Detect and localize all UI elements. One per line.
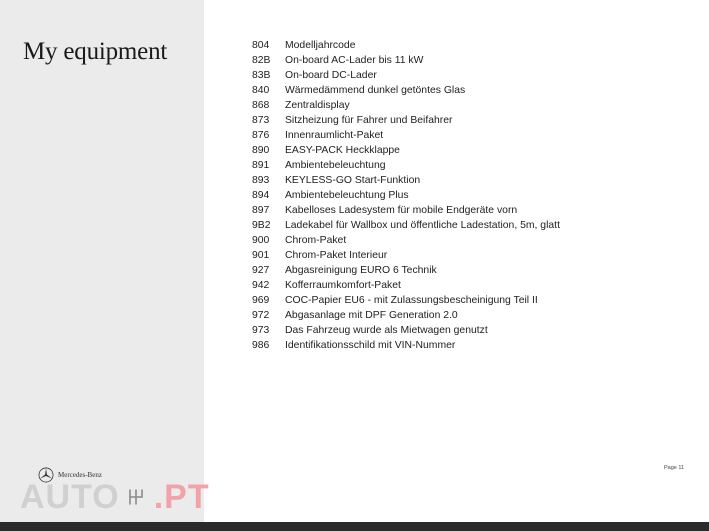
equipment-description: Modelljahrcode bbox=[285, 40, 356, 51]
list-item bbox=[252, 83, 560, 98]
equipment-code: 901 bbox=[252, 250, 270, 261]
equipment-description: Identifikationsschild mit VIN-Nummer bbox=[285, 340, 456, 351]
watermark-text-a: AUTO bbox=[20, 477, 120, 516]
equipment-code: 942 bbox=[252, 280, 270, 291]
list-item bbox=[252, 218, 560, 233]
equipment-description: Das Fahrzeug wurde als Mietwagen genutzt bbox=[285, 325, 488, 336]
page-number: Page 11 bbox=[664, 465, 685, 471]
brand-name: Mercedes-Benz bbox=[58, 471, 102, 479]
equipment-description: Ambientebeleuchtung bbox=[285, 160, 386, 171]
equipment-code: 83B bbox=[252, 70, 271, 81]
list-item bbox=[252, 248, 560, 263]
list-item bbox=[252, 38, 560, 53]
sidebar-panel bbox=[0, 0, 204, 522]
equipment-code: 82B bbox=[252, 55, 271, 66]
list-item bbox=[252, 53, 560, 68]
list-item bbox=[252, 278, 560, 293]
watermark bbox=[20, 478, 210, 516]
list-item bbox=[252, 263, 560, 278]
equipment-description: Innenraumlicht-Paket bbox=[285, 130, 384, 141]
equipment-description: Sitzheizung für Fahrer und Beifahrer bbox=[285, 115, 453, 126]
equipment-description: Kabelloses Ladesystem für mobile Endgeräte vorn bbox=[285, 205, 518, 216]
equipment-description: Chrom-Paket Interieur bbox=[285, 250, 388, 261]
list-item bbox=[252, 308, 560, 323]
list-item bbox=[252, 143, 560, 158]
equipment-code: 890 bbox=[252, 145, 270, 156]
page-title: My equipment bbox=[23, 38, 168, 65]
equipment-code: 804 bbox=[252, 40, 270, 51]
list-item bbox=[252, 203, 560, 218]
equipment-description: Abgasreinigung EURO 6 Technik bbox=[285, 265, 437, 276]
equipment-code: 900 bbox=[252, 235, 270, 246]
watermark-text-b: .PT bbox=[153, 477, 210, 516]
gear-shift-icon bbox=[126, 487, 146, 507]
equipment-description: Abgasanlage mit DPF Generation 2.0 bbox=[285, 310, 458, 321]
list-item bbox=[252, 128, 560, 143]
list-item bbox=[252, 233, 560, 248]
equipment-code: 973 bbox=[252, 325, 270, 336]
equipment-description: COC-Papier EU6 - mit Zulassungsbescheinigung Teil II bbox=[285, 295, 538, 306]
equipment-description: Ambientebeleuchtung Plus bbox=[285, 190, 409, 201]
equipment-code: 894 bbox=[252, 190, 270, 201]
equipment-description: Ladekabel für Wallbox und öffentliche Ladestation, 5m, glatt bbox=[285, 220, 560, 231]
bottom-bar bbox=[0, 522, 709, 531]
equipment-code: 876 bbox=[252, 130, 270, 141]
list-item bbox=[252, 173, 560, 188]
equipment-description: KEYLESS-GO Start-Funktion bbox=[285, 175, 421, 186]
equipment-description: Chrom-Paket bbox=[285, 235, 347, 246]
equipment-list bbox=[252, 38, 560, 353]
equipment-description: On-board AC-Lader bis 11 kW bbox=[285, 55, 424, 66]
equipment-description: Kofferraumkomfort-Paket bbox=[285, 280, 401, 291]
equipment-code: 9B2 bbox=[252, 220, 271, 231]
list-item bbox=[252, 188, 560, 203]
equipment-description: Wärmedämmend dunkel getöntes Glas bbox=[285, 85, 466, 96]
equipment-code: 840 bbox=[252, 85, 270, 96]
equipment-code: 868 bbox=[252, 100, 270, 111]
list-item bbox=[252, 98, 560, 113]
equipment-description: Zentraldisplay bbox=[285, 100, 350, 111]
equipment-code: 927 bbox=[252, 265, 270, 276]
equipment-code: 897 bbox=[252, 205, 270, 216]
list-item bbox=[252, 68, 560, 83]
list-item bbox=[252, 113, 560, 128]
equipment-code: 969 bbox=[252, 295, 270, 306]
equipment-code: 972 bbox=[252, 310, 270, 321]
equipment-code: 893 bbox=[252, 175, 270, 186]
list-item bbox=[252, 338, 560, 353]
list-item bbox=[252, 323, 560, 338]
list-item bbox=[252, 158, 560, 173]
list-item bbox=[252, 293, 560, 308]
equipment-code: 873 bbox=[252, 115, 270, 126]
equipment-code: 891 bbox=[252, 160, 270, 171]
equipment-code: 986 bbox=[252, 340, 270, 351]
equipment-description: On-board DC-Lader bbox=[285, 70, 377, 81]
equipment-description: EASY-PACK Heckklappe bbox=[285, 145, 400, 156]
